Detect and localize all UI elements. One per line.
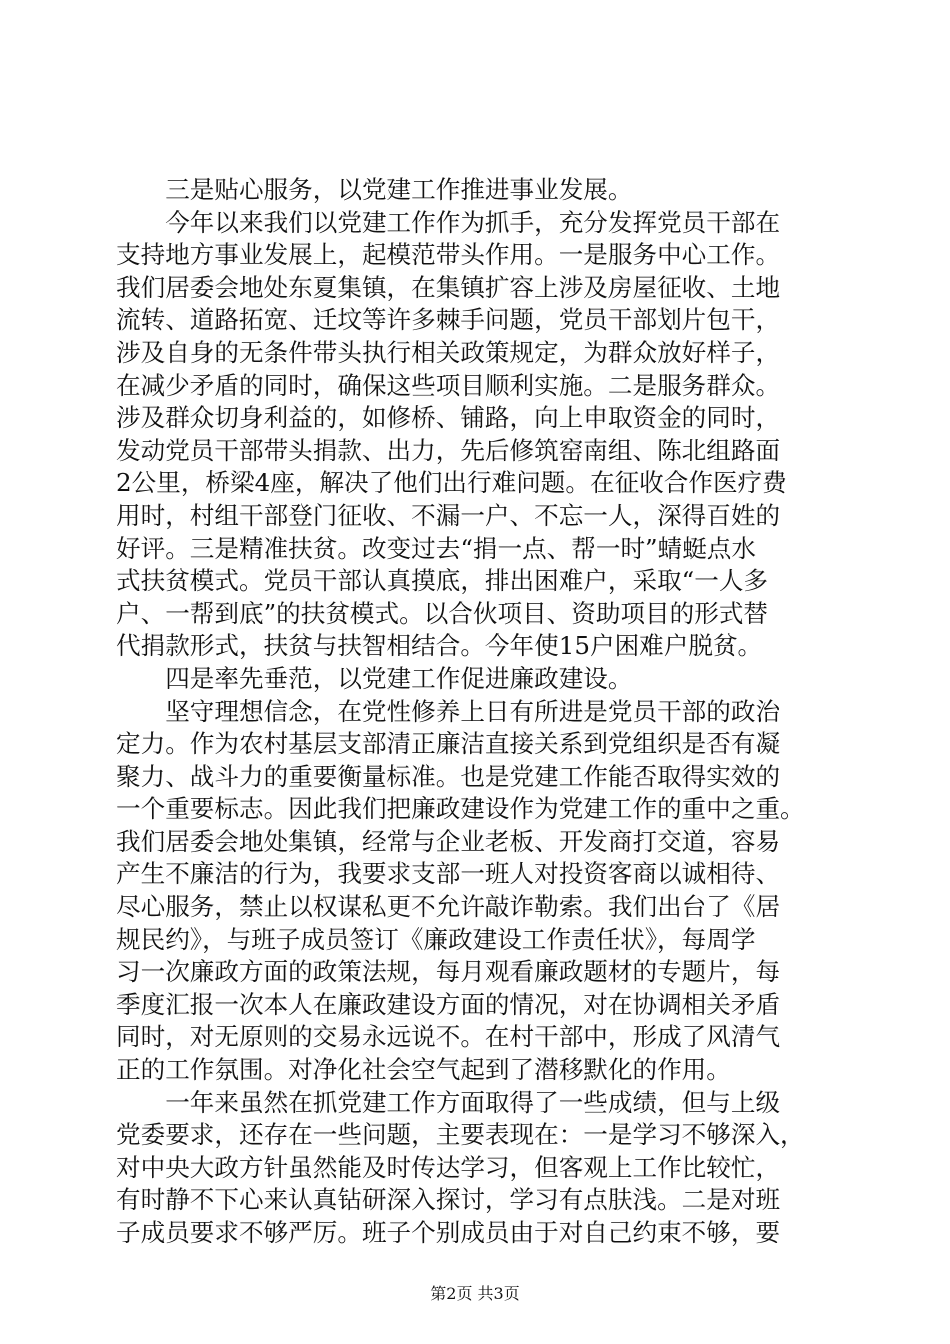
text-line: 对中央大政方针虽然能及时传达学习，但客观上工作比较忙， <box>116 1152 781 1182</box>
text-line: 式扶贫模式。党员干部认真摸底，排出困难户，采取“一人多 <box>116 566 769 596</box>
text-line: 习一次廉政方面的政策法规，每月观看廉政题材的专题片，每 <box>116 957 781 987</box>
text-line: 代捐款形式，扶贫与扶智相结合。今年使15户困难户脱贫。 <box>116 631 763 661</box>
text-line: 支持地方事业发展上，起模范带头作用。一是服务中心工作。 <box>116 240 781 270</box>
text-line: 发动党员干部带头捐款、出力，先后修筑窑南组、陈北组路面 <box>116 435 781 465</box>
text-line: 子成员要求不够严厉。班子个别成员由于对自己约束不够，要 <box>116 1218 781 1247</box>
text-line: 涉及自身的无条件带头执行相关政策规定，为群众放好样子， <box>116 337 781 367</box>
text-line: 尽心服务，禁止以权谋私更不允许敲诈勒索。我们出台了《居 <box>116 892 781 922</box>
text-line: 正的工作氛围。对净化社会空气起到了潜移默化的作用。 <box>116 1055 731 1085</box>
text-line: 同时，对无原则的交易永远说不。在村干部中，形成了风清气 <box>116 1022 781 1052</box>
text-line: 用时，村组干部登门征收、不漏一户、不忘一人，深得百姓的 <box>116 500 781 530</box>
text-line: 规民约》，与班子成员签订《廉政建设工作责任状》，每周学 <box>116 924 756 954</box>
text-line: 我们居委会地处集镇，经常与企业老板、开发商打交道，容易 <box>116 826 781 856</box>
text-line: 一年来虽然在抓党建工作方面取得了一些成绩，但与上级 <box>116 1087 781 1117</box>
text-line: 好评。三是精准扶贫。改变过去“捐一点、帮一时”蜻蜓点水 <box>116 533 756 563</box>
text-line: 有时静不下心来认真钻研深入探讨，学习有点肤浅。二是对班 <box>116 1185 781 1215</box>
text-line: 季度汇报一次本人在廉政建设方面的情况，对在协调相关矛盾 <box>116 989 781 1019</box>
text-line: 定力。作为农村基层支部清正廉洁直接关系到党组织是否有凝 <box>116 729 781 759</box>
text-line: 聚力、战斗力的重要衡量标准。也是党建工作能否取得实效的 <box>116 761 781 791</box>
text-line: 一个重要标志。因此我们把廉政建设作为党建工作的重中之重。 <box>116 794 805 824</box>
text-line: 户、一帮到底”的扶贫模式。以合伙项目、资助项目的形式替 <box>116 598 769 628</box>
text-line: 我们居委会地处东夏集镇，在集镇扩容上涉及房屋征收、土地 <box>116 272 781 302</box>
text-line: 流转、道路拓宽、迁坟等许多棘手问题，党员干部划片包干， <box>116 305 781 335</box>
text-line: 三是贴心服务，以党建工作推进事业发展。 <box>116 175 633 204</box>
text-line: 在减少矛盾的同时，确保这些项目顺利实施。二是服务群众。 <box>116 370 781 400</box>
document-body <box>116 174 846 1250</box>
text-line: 今年以来我们以党建工作作为抓手，充分发挥党员干部在 <box>116 207 781 237</box>
text-line: 坚守理想信念，在党性修养上日有所进是党员干部的政治 <box>116 696 781 726</box>
text-line: 产生不廉洁的行为，我要求支部一班人对投资客商以诚相待、 <box>116 859 781 889</box>
text-line: 党委要求，还存在一些问题，主要表现在：一是学习不够深入， <box>116 1120 805 1150</box>
text-line: 涉及群众切身利益的，如修桥、铺路，向上申取资金的同时， <box>116 403 781 433</box>
text-line: 2公里，桥梁4座，解决了他们出行难问题。在征收合作医疗费 <box>116 468 787 498</box>
text-line: 四是率先垂范，以党建工作促进廉政建设。 <box>116 663 633 693</box>
page-number-footer: 第2页 共3页 <box>430 1284 520 1303</box>
